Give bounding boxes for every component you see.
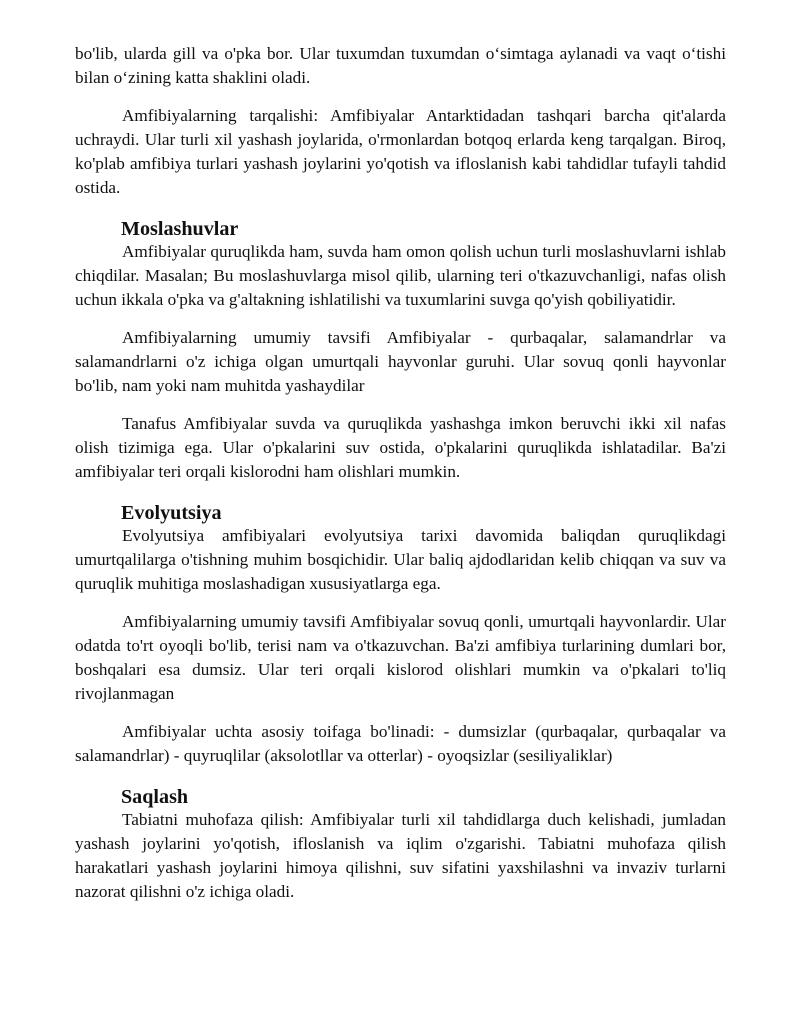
paragraph-respiration: Tanafus Amfibiyalar suvda va quruqlikda yashashga imkon beruvchi ikki xil nafas olish tizimiga ega. Ular o'pkalarini suv ostida, o'pkalarini quruqlikda ishlatadilar. Ba'zi amfibiyalar teri orqali kislorodni ham olishlari mumkin. [75, 414, 726, 481]
paragraph-adaptations: Amfibiyalar quruqlikda ham, suvda ham omon qolish uchun turli moslashuvlarni ishlab chiqdilar. Masalan; Bu moslashuvlarga misol qilib, ularning teri o'tkazuvchanligi, nafas olish uchun ikkala o'pka va g'altakning ishlatilishi va tuxumlarini suvga qo'yish qobiliyatidir. [75, 242, 726, 309]
heading-adaptations: Moslashuvlar [121, 218, 239, 240]
paragraph-conservation: Tabiatni muhofaza qilish: Amfibiyalar turli xil tahdidlarga duch kelishadi, jumladan yashash joylarini yo'qotish, ifloslanish va iqlim o'zgarishi. Tabiatni muhofaza qilish harakatlari yashash joylarini himoya qilishni, suv sifatini yaxshilashni va invaziv turlarni nazorat qilishni o'z ichiga oladi. [75, 810, 726, 901]
paragraph-evolution: Evolyutsiya amfibiyalari evolyutsiya tarixi davomida baliqdan quruqlikdagi umurtqalilarga o'tishning muhim bosqichidir. Ular baliq ajdodlaridan kelib chiqqan va suv va quruqlik muhitiga moslashadigan xususiyatlarga ega. [75, 526, 726, 593]
document-page [75, 42, 726, 904]
paragraph-categories: Amfibiyalar uchta asosiy toifaga bo'linadi: - dumsizlar (qurbaqalar, qurbaqalar va salamandrlar) - quyruqlilar (aksolotllar va otterlar) - oyoqsizlar (sesiliyaliklar) [75, 722, 726, 765]
paragraph-general-description: Amfibiyalarning umumiy tavsifi Amfibiyalar - qurbaqalar, salamandrlar va salamandrlarni o'z ichiga olgan umurtqali hayvonlar guruhi. Ular sovuq qonli hayvonlar bo'lib, nam yoki nam muhitda yashaydilar [75, 328, 726, 395]
heading-evolution: Evolyutsiya [121, 502, 222, 524]
paragraph-general-description-2: Amfibiyalarning umumiy tavsifi Amfibiyalar sovuq qonli, umurtqali hayvonlardir. Ular odatda to'rt oyoqli bo'lib, terisi nam va o'tkazuvchan. Ba'zi amfibiya turlarining dumlari bor, boshqalari esa dumsiz. Ular teri orqali kislorod olishlari mumkin va o'pkalari to'liq rivojlanmagan [75, 612, 726, 703]
heading-conservation: Saqlash [121, 786, 189, 808]
paragraph-continuation: bo'lib, ularda gill va o'pka bor. Ular tuxumdan tuxumdan o‘simtaga aylanadi va vaqt o‘tishi bilan o‘zining katta shaklini oladi. [75, 44, 726, 87]
paragraph-distribution: Amfibiyalarning tarqalishi: Amfibiyalar Antarktidadan tashqari barcha qit'alarda uchraydi. Ular turli xil yashash joylarida, o'rmonlardan botqoq erlarda keng tarqalgan. Biroq, ko'plab amfibiya turlari yashash joylarini yo'qotish va ifloslanish kabi tahdidlar tufayli tahdid ostida. [75, 106, 726, 197]
